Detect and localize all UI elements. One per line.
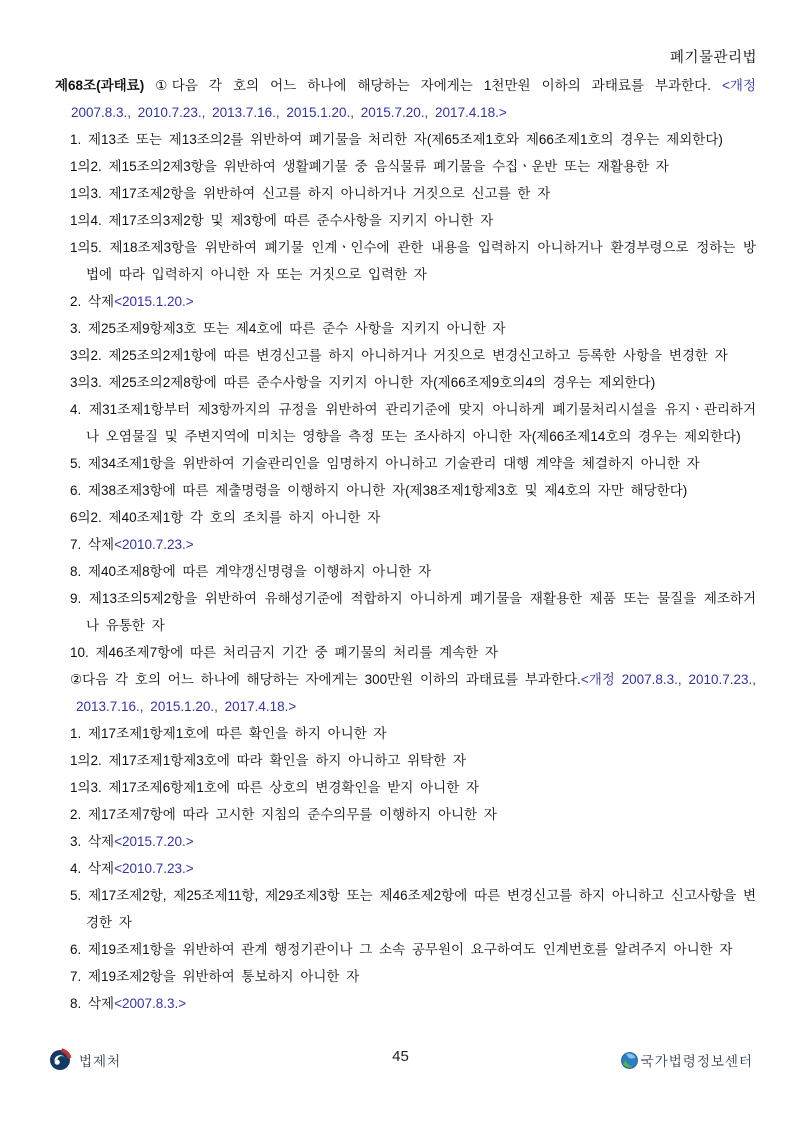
law-text-segment: 9. 제13조의5제2항을 위반하여 유해성기준에 적합하지 아니하게 폐기물을 재활용한 제품 또는 물질을 제조하거나 유통한 자 [70, 591, 756, 633]
law-text-segment: 10. 제46조제7항에 따른 처리금지 기간 중 폐기물의 처리를 계속한 자 [70, 645, 499, 660]
law-text-segment: 8. 제40조제8항에 따른 계약갱신명령을 이행하지 아니한 자 [70, 564, 432, 579]
law-text-segment: 2. 제17조제7항에 따라 고시한 지침의 준수의무를 이행하지 아니한 자 [70, 807, 497, 822]
law-text-segment: 7. 삭제 [70, 537, 115, 552]
law-line [70, 990, 756, 1017]
law-text-segment: 3. 제25조제9항제3호 또는 제4호에 따른 준수 사항을 지키지 아니한 자 [70, 321, 506, 336]
law-text-segment: 5. 제34조제1항을 위반하여 기술관리인을 임명하지 아니하고 기술관리 대행 계약을 체결하지 아니한 자 [70, 456, 700, 471]
law-line [70, 639, 756, 666]
law-line [70, 504, 756, 531]
law-text-segment: 6. 제38조제3항에 따른 제출명령을 이행하지 아니한 자(제38조제1항제3호 및 제4호의 자만 해당한다) [70, 483, 688, 498]
law-line [70, 720, 756, 747]
law-text-segment: 1. 제17조제1항제1호에 따른 확인을 하지 아니한 자 [70, 726, 387, 741]
law-line [70, 342, 756, 369]
law-line [70, 234, 756, 288]
law-line [70, 855, 756, 882]
law-text-segment: 1의3. 제17조제6항제1호에 따른 상호의 변경확인을 받지 아니한 자 [70, 780, 480, 795]
law-line [70, 288, 756, 315]
law-line [70, 207, 756, 234]
law-text-segment: 4. 삭제 [70, 861, 115, 876]
law-line [70, 666, 756, 720]
law-text-segment: 5. 제17조제2항, 제25조제11항, 제29조제3항 또는 제46조제2항에 따른 변경신고를 하지 아니하고 신고사항을 변경한 자 [70, 888, 756, 930]
law-line [70, 531, 756, 558]
law-text-segment: 6. 제19조제1항을 위반하여 관계 행정기관이나 그 소속 공무원이 요구하여도 인계번호를 알려주지 아니한 자 [70, 942, 733, 957]
law-line [70, 126, 756, 153]
amendment-note: <2015.1.20.> [114, 294, 194, 309]
law-line [70, 153, 756, 180]
law-text-segment: 4. 제31조제1항부터 제3항까지의 규정을 위반하여 관리기준에 맞지 아니하게 폐기물처리시설을 유지ㆍ관리하거나 오염물질 및 주변지역에 미치는 영향을 측정 또는 조사하지 아니한 자(제66조제14호의 경우는 제외한다) [70, 402, 756, 444]
law-text-segment: 1의2. 제15조의2제3항을 위반하여 생활폐기물 중 음식물류 폐기물을 수집ㆍ운반 또는 재활용한 자 [70, 159, 669, 174]
law-text-segment: 1의5. 제18조제3항을 위반하여 폐기물 인계ㆍ인수에 관한 내용을 입력하지 아니하거나 환경부령으로 정하는 방법에 따라 입력하지 아니한 자 또는 거짓으로 입력한 자 [70, 240, 756, 282]
law-text-segment: 3의2. 제25조의2제1항에 따른 변경신고를 하지 아니하거나 거짓으로 변경신고하고 등록한 사항을 변경한 자 [70, 348, 728, 363]
amendment-note: <개정 2007.8.3., 2010.7.23., 2013.7.16., 2015.1.20., 2017.4.18.> [76, 672, 757, 714]
footer-right-brand [621, 1050, 753, 1070]
law-line [70, 477, 756, 504]
law-line [70, 369, 756, 396]
amendment-note: <2010.7.23.> [114, 861, 194, 876]
law-text-segment: 2. 삭제 [70, 294, 115, 309]
law-text-segment: 3. 삭제 [70, 834, 115, 849]
amendment-note: <2015.7.20.> [114, 834, 194, 849]
article-number-label: 제68조(과태료) [55, 78, 156, 93]
law-text-segment: 1의3. 제17조제2항을 위반하여 신고를 하지 아니하거나 거짓으로 신고를 한 자 [70, 186, 551, 201]
law-line [70, 828, 756, 855]
law-text-segment: 3의3. 제25조의2제8항에 따른 준수사항을 지키지 아니한 자(제66조제9호의4의 경우는 제외한다) [70, 375, 656, 390]
law-line [55, 72, 756, 126]
law-text-segment: 1. 제13조 또는 제13조의2를 위반하여 폐기물을 처리한 자(제65조제1호와 제66조제1호의 경우는 제외한다) [70, 132, 723, 147]
law-line [70, 396, 756, 450]
law-line [70, 801, 756, 828]
law-line [70, 747, 756, 774]
law-line [70, 558, 756, 585]
document-title-header: 폐기물관리법 [669, 50, 757, 66]
law-line [70, 585, 756, 639]
law-text-segment: 1의2. 제17조제1항제3호에 따라 확인을 하지 아니하고 위탁한 자 [70, 753, 466, 768]
law-line [70, 315, 756, 342]
page-number: 45 [392, 1048, 409, 1065]
amendment-note: <개정 2007.8.3., 2010.7.23., 2013.7.16., 2015.1.20., 2015.7.20., 2017.4.18.> [71, 78, 756, 120]
law-text-segment: 7. 제19조제2항을 위반하여 통보하지 아니한 자 [70, 969, 360, 984]
law-line [70, 882, 756, 936]
law-center-globe-icon [621, 1052, 638, 1069]
law-text-segment: 1의4. 제17조의3제2항 및 제3항에 따른 준수사항을 지키지 아니한 자 [70, 213, 494, 228]
law-line [70, 774, 756, 801]
law-text-segment: ①다음 각 호의 어느 하나에 해당하는 자에게는 1천만원 이하의 과태료를 부과한다. [155, 78, 723, 93]
law-line [70, 936, 756, 963]
law-info-center-label: 국가법령정보센터 [640, 1054, 753, 1069]
law-text-segment: ②다음 각 호의 어느 하나에 해당하는 자에게는 300만원 이하의 과태료를 부과한다. [70, 672, 581, 687]
law-line [70, 963, 756, 990]
amendment-note: <2007.8.3.> [114, 996, 187, 1011]
law-line [70, 450, 756, 477]
amendment-note: <2010.7.23.> [114, 537, 194, 552]
law-text-segment: 8. 삭제 [70, 996, 115, 1011]
law-line [70, 180, 756, 207]
article-body [55, 72, 756, 1017]
page-footer [48, 1044, 753, 1080]
moleg-label: 법제처 [79, 1054, 122, 1069]
law-text-segment: 6의2. 제40조제1항 각 호의 조치를 하지 아니한 자 [70, 510, 381, 525]
